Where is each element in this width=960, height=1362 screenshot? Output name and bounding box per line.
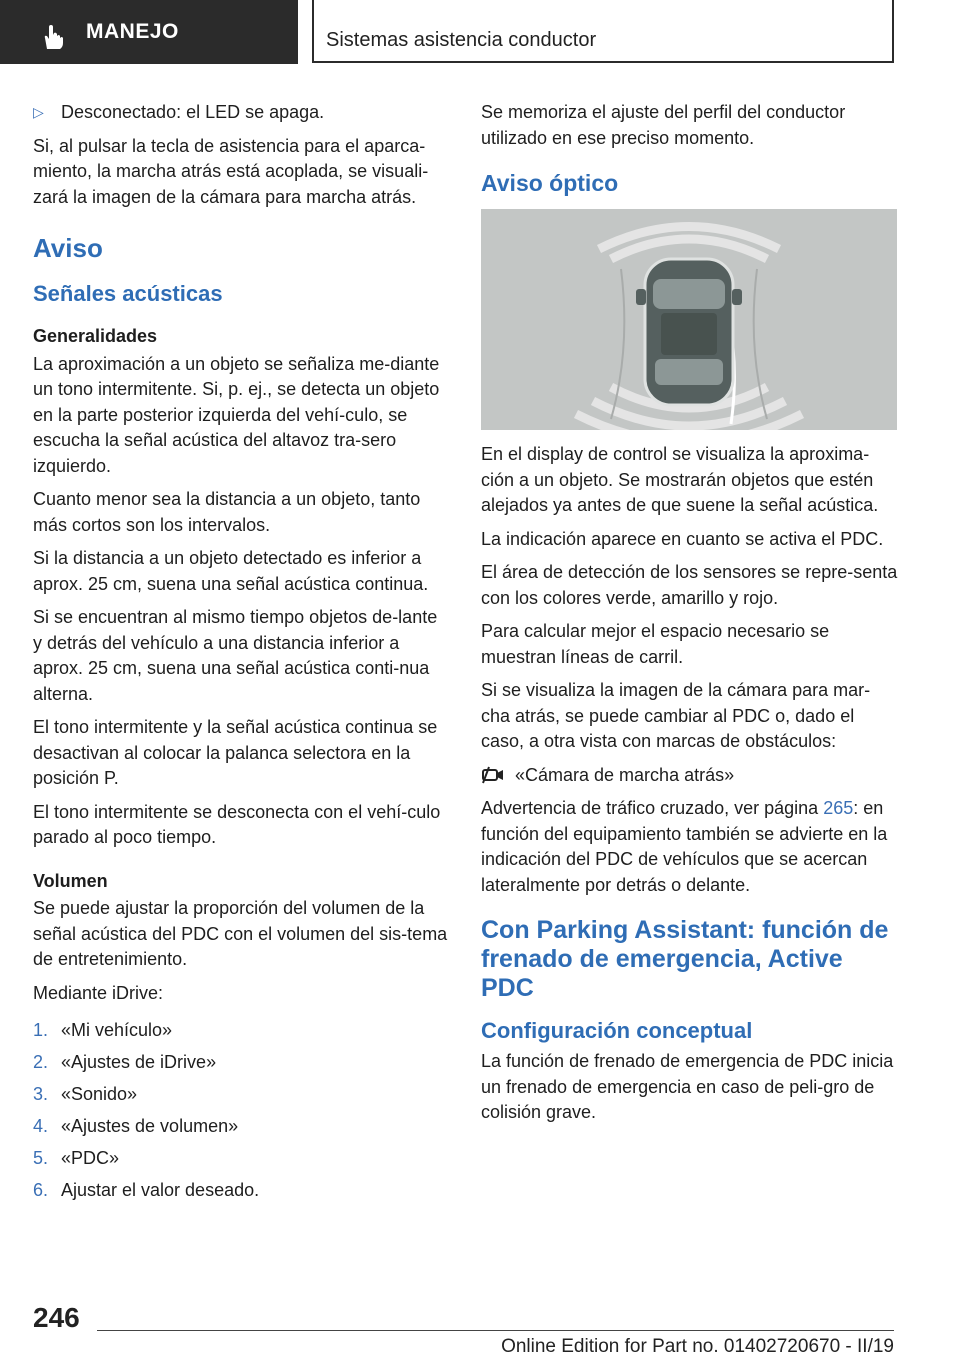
paragraph: Se memoriza el ajuste del perfil del conductor utilizado en ese preciso momento.: [481, 102, 846, 148]
triangle-bullet-icon: ▷: [33, 104, 44, 120]
page-number: 246: [33, 1302, 80, 1333]
paragraph: Si se visualiza la imagen de la cámara para mar-cha atrás, se puede cambiar al PDC o, dado el caso, a otra vista con marcas de obstáculos:: [481, 680, 871, 751]
heading-generalidades: Generalidades: [33, 326, 158, 346]
paragraph: El tono intermitente y la señal acústica continua se desactivan al colocar la palanca selectora en la posición P.: [33, 717, 438, 788]
rear-camera-icon: [481, 764, 515, 786]
paragraph: Si, al pulsar la tecla de asistencia para el aparca-miento, la marcha atrás está acoplada, se visuali-zará la imagen de la cámara para marcha atrás.: [33, 135, 429, 207]
paragraph: La función de frenado de emergencia de PDC inicia un frenado de emergencia en caso de peli-gro de colisión grave.: [481, 1051, 894, 1122]
paragraph: Para calcular mejor el espacio necesario se muestran líneas de carril.: [481, 621, 830, 667]
right-column: [481, 100, 899, 1134]
list-item: 1. «Mi vehículo»: [33, 1020, 173, 1040]
heading-aviso: Aviso: [33, 233, 103, 263]
heading-aviso-optico: Aviso óptico: [481, 170, 619, 196]
section-label: MANEJO: [86, 20, 179, 43]
paragraph: El área de detección de los sensores se repre-senta con los colores verde, amarillo y rojo.: [481, 562, 898, 608]
paragraph: Si se encuentran al mismo tiempo objetos de-lante y detrás del vehículo a una distancia inferior a aprox. 25 cm, suena una señal acústica conti-nua alterna.: [33, 607, 438, 704]
paragraph: En el display de control se visualiza la aproxima-ción a un objeto. Se mostrarán objetos que estén alejados ya antes de que suene la señal acústica.: [481, 444, 879, 515]
hand-icon: [40, 24, 66, 50]
list-item: 2. «Ajustes de iDrive»: [33, 1052, 217, 1072]
left-column: [33, 100, 451, 1210]
paragraph: El tono intermitente se desconecta con el vehí-culo parado al poco tiempo.: [33, 801, 441, 847]
header-title-box: [312, 0, 894, 63]
heading-configuracion: Configuración conceptual: [481, 1018, 753, 1043]
header-section-tab: [0, 0, 298, 64]
paragraph: La aproximación a un objeto se señaliza me-diante un tono intermitente. Si, p. ej., se detecta un objeto en la parte posterior izquierda del vehí-culo, se escucha la señal acústica del altavoz tra-sero izquierdo.: [33, 353, 440, 476]
list-item: 3. «Sonido»: [33, 1084, 138, 1104]
pdc-car-icon: [481, 209, 897, 430]
heading-parking-assistant: Con Parking Assistant: función de frenado de emergencia, Active PDC: [481, 916, 889, 1002]
heading-volumen: Volumen: [33, 870, 108, 891]
footer-divider: [97, 1330, 894, 1331]
paragraph: Advertencia de tráfico cruzado, ver página 265: en función del equipamiento también se advierte en la indicación del PDC de vehículos que se acercan lateralmente por detrás o delante.: [481, 798, 888, 895]
paragraph: Si la distancia a un objeto detectado es inferior a aprox. 25 cm, suena una señal acústica continua.: [33, 548, 429, 594]
bullet-text: Desconectado: el LED se apaga.: [61, 102, 325, 122]
page-link[interactable]: 265: [823, 798, 854, 818]
paragraph: Cuanto menor sea la distancia a un objeto, tanto más cortos son los intervalos.: [33, 489, 421, 535]
list-item: 6. Ajustar el valor deseado.: [33, 1180, 260, 1200]
list-item: 5. «PDC»: [33, 1148, 120, 1168]
list-item: 4. «Ajustes de volumen»: [33, 1116, 239, 1136]
paragraph: Mediante iDrive:: [33, 982, 164, 1003]
camera-label: «Cámara de marcha atrás»: [515, 764, 735, 785]
paragraph: Se puede ajustar la proporción del volumen de la señal acústica del PDC con el volumen del sis-tema de entretenimiento.: [33, 898, 448, 969]
heading-senales-acusticas: Señales acústicas: [33, 281, 223, 306]
chapter-title: Sistemas asistencia conductor: [326, 29, 597, 51]
camera-option: [481, 763, 899, 789]
footer-edition: Online Edition for Part no. 01402720670 - II/19: [501, 1336, 894, 1357]
pdc-display-illustration: [481, 209, 897, 430]
bullet-item: [33, 100, 451, 126]
paragraph: La indicación aparece en cuanto se activa el PDC.: [481, 528, 884, 549]
